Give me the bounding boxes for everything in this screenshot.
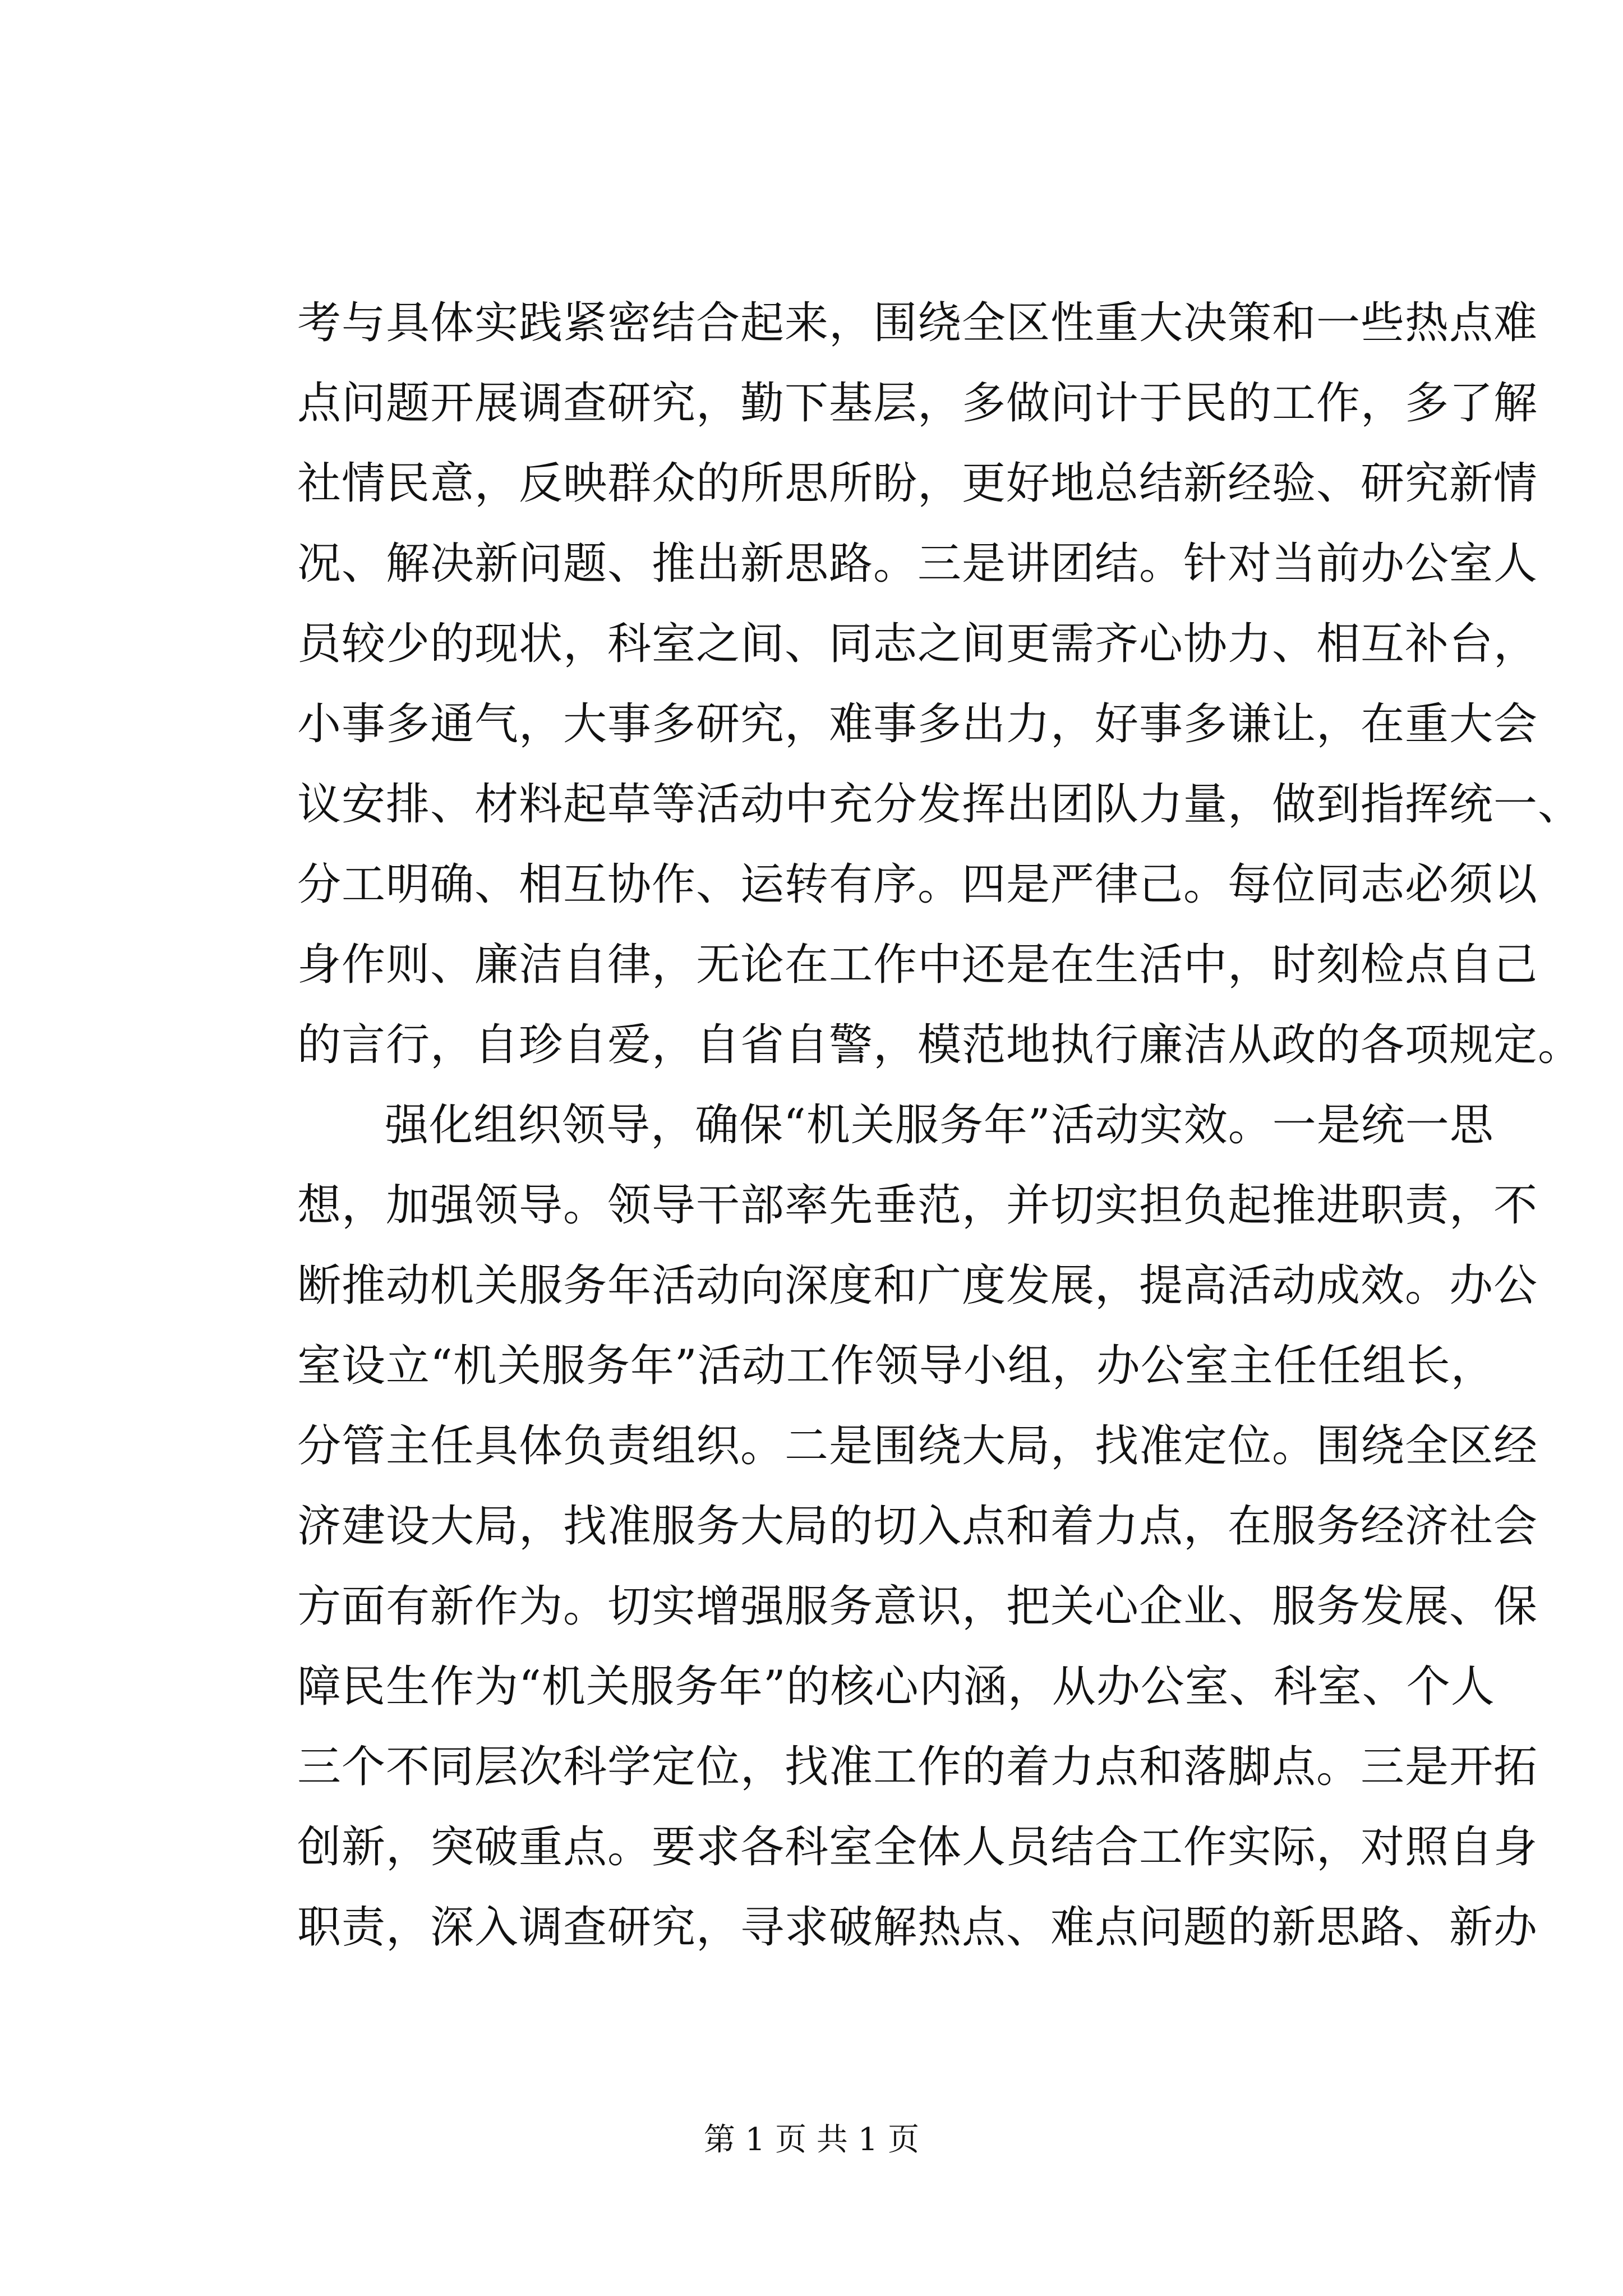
text-line: 强化组织领导，确保“机关服务年”活动实效。一是统一思 (385, 1100, 1494, 1151)
paragraph-2 (297, 1085, 1538, 1968)
text-line: 分管主任具体负责组织。二是围绕大局，找准定位。围绕全区经 (297, 1421, 1538, 1471)
text-line: 小事多通气，大事多研究，难事多出力，好事多谦让，在重大会 (297, 699, 1538, 749)
paragraph-1 (297, 283, 1583, 1085)
text-line: 济建设大局，找准服务大局的切入点和着力点，在服务经济社会 (297, 1501, 1538, 1552)
text-line: 创新，突破重点。要求各科室全体人员结合工作实际，对照自身 (297, 1822, 1538, 1872)
text-line: 考与具体实践紧密结合起来，围绕全区性重大决策和一些热点难 (297, 298, 1538, 348)
text-line: 的言行，自珍自爱，自省自警，模范地执行廉洁从政的各项规定。 (297, 1020, 1583, 1070)
text-line: 室设立“机关服务年”活动工作领导小组，办公室主任任组长， (297, 1341, 1495, 1391)
page-number: 第 1 页 共 1 页 (703, 2122, 920, 2158)
text-line: 分工明确、相互协作、运转有序。四是严律己。每位同志必须以 (297, 859, 1538, 910)
text-line: 况、解决新问题、推出新思路。三是讲团结。针对当前办公室人 (297, 539, 1538, 589)
text-line: 断推动机关服务年活动向深度和广度发展，提高活动成效。办公 (297, 1260, 1538, 1311)
text-line: 职责，深入调查研究，寻求破解热点、难点问题的新思路、新办 (297, 1902, 1538, 1953)
text-line: 员较少的现状，科室之间、同志之间更需齐心协力、相互补台， (297, 619, 1538, 669)
text-line: 议安排、材料起草等活动中充分发挥出团队力量，做到指挥统一、 (297, 779, 1583, 830)
text-line: 社情民意，反映群众的所思所盼，更好地总结新经验、研究新情 (297, 458, 1538, 509)
text-line: 点问题开展调查研究，勤下基层，多做问计于民的工作，多了解 (297, 378, 1538, 429)
page-footer (0, 2120, 1623, 2160)
text-line: 方面有新作为。切实增强服务意识，把关心企业、服务发展、保 (297, 1581, 1538, 1632)
text-line: 障民生作为“机关服务年”的核心内涵，从办公室、科室、个人 (297, 1662, 1495, 1712)
document-body (297, 283, 1583, 1968)
text-line: 三个不同层次科学定位，找准工作的着力点和落脚点。三是开拓 (297, 1742, 1538, 1792)
text-line: 想，加强领导。领导干部率先垂范，并切实担负起推进职责，不 (297, 1180, 1538, 1231)
text-line: 身作则、廉洁自律，无论在工作中还是在生活中，时刻检点自己 (297, 940, 1538, 990)
